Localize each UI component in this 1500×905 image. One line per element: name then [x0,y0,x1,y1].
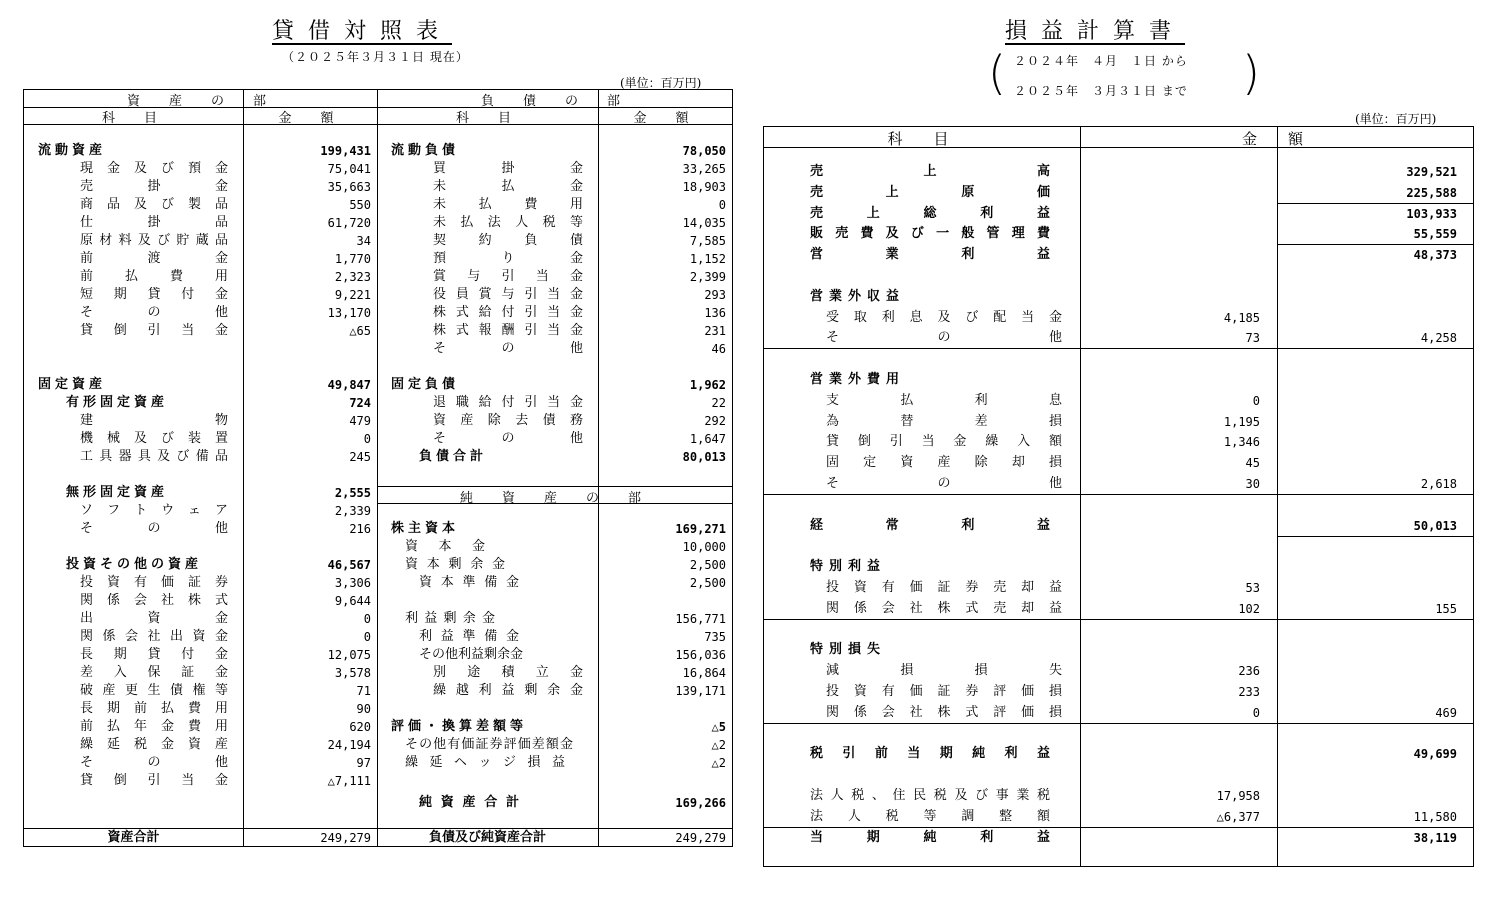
pl-item-subamount [1080,224,1260,244]
pl-item-amount [1277,287,1457,307]
bs-unit: (単位：百万円) [620,76,702,90]
bs-item-amount [243,340,371,358]
le-total: 249,279 [675,831,726,845]
le-total-label: 負債及び純資産合計 [428,830,546,845]
pl-item-label: 売上総利益 [810,205,1050,221]
assets-header: 資 産 の 部 [126,94,274,109]
pl-amount-col: 金 額 [1241,130,1311,148]
pl-title: 損益計算書 [1005,19,1186,44]
bs-item-amount: 2,339 [334,504,371,518]
bs-item-amount: 34 [356,234,371,248]
pl-item-label: 法人税、住民税及び事業税 [810,788,1050,803]
bs-item-amount: 2,399 [689,270,726,284]
bs-item-amount: 97 [356,756,371,770]
bs-item-amount [598,772,726,790]
bs-item-amount: 245 [349,450,371,464]
bs-item-label: 建物 [80,413,228,428]
pl-item-amount [1277,620,1457,640]
pl-item-amount: 48,373 [1413,248,1457,263]
pl-item-subamount [1080,536,1260,556]
pl-item-label: 固定資産除却損 [826,455,1062,471]
pl-item-amount [1277,578,1457,598]
bs-item-amount: 46,567 [327,558,371,572]
pl-item-subamount [1080,640,1260,660]
pl-item-subamount [1080,245,1260,265]
pl-item-subamount [1080,266,1260,286]
bs-item-label: 繰延税金資産 [80,737,228,752]
bs-item-label: 機械及び装置 [80,431,228,446]
pl-item-amount [1277,453,1457,473]
bs-item-amount: 22 [711,396,726,410]
bs-item-label: 原材料及び貯蔵品 [80,233,228,248]
bs-item-amount: △7,111 [327,774,371,788]
pl-item-label: 販売費及び一般管理費 [810,226,1050,242]
pl-item-label: 売上原価 [810,184,1050,200]
bs-item-amount: 169,271 [675,522,726,536]
pl-item-amount [1277,682,1457,702]
bs-item-amount: 139,171 [675,684,726,698]
equity-header: 純 資 産 の 部 [459,491,649,506]
bs-item-label: 利益準備金 [419,629,519,644]
pl-item-amount: 49,699 [1413,747,1457,762]
bs-item-amount: 0 [718,198,726,212]
bs-item-amount: 1,962 [689,378,726,392]
bs-item-label: 売掛金 [80,179,228,194]
pl-item-amount [1277,536,1457,556]
bs-item-label: 繰延ヘッジ損益 [405,755,565,770]
pl-item-subamount [1080,370,1260,390]
bs-item-label: 利益剰余金 [405,611,495,626]
bs-item-label: 現金及び預金 [80,161,228,176]
bs-item-amount: 75,041 [327,162,371,176]
bs-item-label: 負債合計 [419,449,488,464]
pl-item-subamount: 233 [1238,685,1260,699]
pl-item-amount [1277,661,1457,681]
pl-item-subamount [1080,183,1260,203]
liab-amount-col: 金 額 [633,111,697,126]
bs-item-amount: 9,221 [334,288,371,302]
pl-item-subamount [1080,765,1260,785]
pl-item-amount: 55,559 [1413,227,1457,242]
bs-item-amount: 24,194 [327,738,371,752]
pl-item-subamount [1080,495,1260,515]
bs-item-label: 貸倒引当金 [80,773,228,788]
pl-item-subamount: 73 [1245,331,1260,346]
pl-item-label: 税引前当期純利益 [810,746,1050,762]
divider [377,90,378,846]
bs-item-amount [598,700,726,718]
pl-item-label: 法人税等調整額 [810,808,1050,824]
bs-item-label: 短期貸付金 [80,287,228,302]
bs-item-amount: 90 [356,702,371,716]
bs-item-label: 出資金 [80,611,228,626]
liabilities-header: 負 債 の 部 [480,94,628,109]
bs-item-label: 預り金 [433,251,583,266]
bs-item-label: 資本剰余金 [405,557,505,572]
bs-item-label: その他有価証券評価差額金 [405,737,573,752]
pl-item-subamount [1080,516,1260,536]
bs-item-amount [243,538,371,556]
pl-item-subamount [1080,828,1260,848]
bs-item-label: 買掛金 [433,161,583,176]
pl-item-col: 科 目 [887,130,957,148]
bs-item-label: 関係会社出資金 [80,629,228,644]
paren-open: ( [988,46,1006,100]
bs-item-label: 長期貸付金 [80,647,228,662]
pl-item-subamount: 1,346 [1223,435,1260,450]
bs-item-amount: 35,663 [327,180,371,194]
bs-item-amount [243,358,371,376]
bs-title: 貸借対照表 [272,19,453,44]
pl-item-amount: 155 [1435,601,1457,616]
liab-item-col: 科 目 [455,111,519,126]
pl-item-label: 投資有価証券売却益 [826,580,1062,595]
pl-item-label: 当期純利益 [810,829,1050,845]
bs-item-label: 商品及び製品 [80,197,228,212]
pl-item-amount [1277,370,1457,390]
bs-item-amount: 136 [704,306,726,320]
bs-item-amount: 724 [349,396,371,410]
bs-date: （２０２５年３月３１日 現在） [282,50,469,64]
bs-item-label: 流動資産 [38,143,107,158]
pl-item-subamount: 4,185 [1223,310,1260,325]
bs-item-amount: 33,265 [682,162,726,176]
assets-total: 249,279 [320,831,371,845]
bs-item-amount: 18,903 [682,180,726,194]
bs-item-label: 株主資本 [391,521,460,536]
pl-item-label: 営業外費用 [810,372,906,387]
bs-item-amount: 3,578 [334,666,371,680]
bs-item-amount: 2,500 [689,558,726,572]
bs-item-amount: 199,431 [320,144,371,158]
bs-item-amount: 61,720 [327,216,371,230]
pl-item-label: その他 [826,330,1062,346]
bs-item-label: その他 [433,341,583,356]
bs-item-amount [243,466,371,484]
bs-item-amount: 1,647 [689,432,726,446]
bs-item-label: 株式報酬引当金 [433,323,583,338]
bs-item-amount: 292 [704,414,726,428]
pl-item-subamount: 0 [1252,393,1260,408]
bs-item-label: 無形固定資産 [66,485,169,500]
pl-item-amount: 225,588 [1406,185,1457,200]
pl-item-subamount [1080,557,1260,577]
pl-item-subamount [1080,287,1260,307]
bs-item-amount: 1,770 [334,252,371,266]
pl-item-label: 減損損失 [826,663,1062,679]
bs-item-amount: 156,036 [675,648,726,662]
bs-item-amount: 14,035 [682,216,726,230]
bs-item-amount: 479 [349,414,371,428]
pl-item-amount [1277,432,1457,452]
bs-item-label: 資産除去債務 [433,413,583,428]
bs-item-label: 評価・換算差額等 [391,719,528,734]
pl-item-amount: 4,258 [1420,331,1457,346]
pl-item-label: 営業利益 [810,247,1050,263]
pl-item-label: 営業外収益 [810,288,906,304]
assets-item-col: 科 目 [101,111,165,126]
pl-item-label: 関係会社株式評価損 [826,704,1062,720]
bs-item-amount: 0 [363,630,371,644]
bs-item-label: 固定資産 [38,377,107,392]
bs-item-amount: 156,771 [675,612,726,626]
pl-period-to: ２０２５年 ３月３１日 まで [1014,84,1188,98]
pl-item-amount: 11,580 [1413,809,1457,824]
pl-unit: (単位：百万円) [1355,112,1437,126]
pl-item-amount [1277,786,1457,806]
bs-item-label: 長期前払費用 [80,701,228,716]
pl-item-amount [1277,308,1457,328]
bs-item-label: 投資その他の資産 [66,557,203,572]
income-statement-table [763,126,1474,867]
pl-item-label: 為替差損 [826,413,1062,429]
balance-sheet-table [23,89,733,847]
pl-item-amount: 103,933 [1406,206,1457,221]
pl-item-label: 特別利益 [810,559,887,575]
pl-item-label: 投資有価証券評価損 [826,684,1062,699]
bs-item-label: 差入保証金 [80,665,228,680]
bs-item-label: 有形固定資産 [66,395,169,410]
bs-item-label: 退職給付引当金 [433,395,583,410]
bs-item-label: 未払法人税等 [433,215,583,230]
paren-close: ) [1242,46,1260,100]
bs-item-label: 投資有価証券 [80,575,228,590]
bs-item-label: 未払金 [433,179,583,194]
bs-item-label: 役員賞与引当金 [433,287,583,302]
bs-item-label: ソフトウェア [80,503,228,518]
pl-item-subamount [1080,724,1260,744]
bs-item-label: 貸倒引当金 [80,323,228,338]
bs-item-amount: 3,306 [334,576,371,590]
pl-period-from: ２０２４年 ４月 １日 から [1014,54,1188,68]
bs-item-label: 固定負債 [391,377,460,392]
bs-item-amount [598,358,726,376]
assets-amount-col: 金 額 [278,111,342,126]
pl-item-subamount: 236 [1238,664,1260,679]
pl-item-label: 貸倒引当金繰入額 [826,434,1062,450]
assets-total-label: 資産合計 [107,830,160,845]
bs-item-amount: 169,266 [675,796,726,810]
pl-item-amount: 50,013 [1413,518,1457,533]
bs-item-amount: △2 [711,756,726,770]
pl-item-amount [1277,495,1457,515]
pl-item-amount [1277,724,1457,744]
bs-item-amount: 71 [356,684,371,698]
bs-item-label: 別途積立金 [433,665,583,680]
bs-item-amount: 231 [704,324,726,338]
pl-item-subamount [1080,620,1260,640]
bs-item-amount: 49,847 [327,378,371,392]
bs-item-amount: 13,170 [327,306,371,320]
pl-item-subamount [1080,744,1260,764]
bs-item-amount: △65 [349,324,371,338]
bs-item-label: 未払費用 [433,197,583,212]
pl-item-subamount: 53 [1245,581,1260,595]
pl-item-subamount: 102 [1238,601,1260,616]
bs-item-amount: 216 [349,522,371,536]
bs-item-label: その他利益剰余金 [419,647,524,662]
bs-item-amount: 9,644 [334,594,371,608]
pl-item-amount: 38,119 [1413,830,1457,845]
pl-item-amount: 2,618 [1420,477,1457,491]
bs-item-amount: △5 [711,720,726,734]
pl-item-amount [1277,391,1457,411]
pl-item-label: 売上高 [810,164,1050,179]
bs-item-amount: 2,500 [689,576,726,590]
pl-item-subamount: 1,195 [1223,414,1260,429]
bs-item-label: 破産更生債権等 [80,683,228,698]
bs-item-label: 前渡金 [80,251,228,266]
pl-item-amount: 469 [1435,705,1457,720]
pl-item-subamount: 45 [1245,456,1260,471]
bs-item-label: 流動負債 [391,143,460,158]
bs-item-amount: 2,323 [334,270,371,284]
bs-item-label: 株式給付引当金 [433,305,583,320]
bs-item-label: 資本準備金 [419,575,519,590]
bs-item-amount: 293 [704,288,726,302]
pl-item-label: 関係会社株式売却益 [826,600,1062,616]
pl-item-amount [1277,557,1457,577]
pl-item-label: その他 [826,476,1062,491]
bs-item-label: その他 [80,305,228,320]
bs-item-amount [598,592,726,610]
bs-item-amount: 78,050 [682,144,726,158]
bs-item-amount: 0 [363,432,371,446]
pl-item-subamount [1080,204,1260,224]
bs-item-label: 賞与引当金 [433,269,583,284]
pl-item-subamount: 30 [1245,477,1260,491]
bs-item-amount: 735 [704,630,726,644]
pl-item-amount [1277,765,1457,785]
bs-item-amount: 550 [349,198,371,212]
bs-item-label: 工具器具及び備品 [80,449,228,464]
bs-item-amount: △2 [711,738,726,752]
pl-item-amount [1277,412,1457,432]
bs-item-label: 繰越利益剰余金 [433,683,583,698]
bs-item-label: その他 [80,755,228,770]
bs-item-amount: 46 [711,342,726,356]
bs-item-amount: 12,075 [327,648,371,662]
pl-item-amount [1277,266,1457,286]
bs-item-amount: 1,152 [689,252,726,266]
pl-item-label: 支払利息 [826,392,1062,408]
pl-item-label: 特別損失 [810,642,887,658]
pl-item-amount [1277,640,1457,660]
bs-item-label: 契約負債 [433,233,583,248]
bs-item-label: 前払年金費用 [80,719,228,734]
bs-item-amount: 2,555 [334,486,371,500]
bs-item-label: 仕掛品 [80,215,228,230]
bs-item-label: 関係会社株式 [80,593,228,608]
pl-item-subamount [1080,349,1260,369]
bs-item-amount: 80,013 [682,450,726,464]
bs-item-amount: 7,585 [689,234,726,248]
pl-item-amount: 329,521 [1406,165,1457,179]
pl-item-label: 経常利益 [810,517,1050,533]
bs-item-label: 純資産合計 [419,795,519,810]
bs-item-amount: 10,000 [682,540,726,554]
pl-item-subamount [1080,162,1260,182]
bs-item-label: その他 [80,521,228,536]
bs-item-amount: 0 [363,612,371,626]
pl-item-subamount: 17,958 [1216,789,1260,803]
pl-item-label: 受取利息及び配当金 [826,309,1062,325]
pl-item-subamount: △6,377 [1216,809,1260,824]
bs-item-label: 資本金 [405,539,485,554]
pl-item-subamount: 0 [1252,705,1260,720]
bs-item-amount: 16,864 [682,666,726,680]
bs-item-label: 前払費用 [80,269,228,284]
bs-item-label: その他 [433,431,583,446]
pl-item-amount [1277,349,1457,369]
bs-item-amount: 620 [349,720,371,734]
